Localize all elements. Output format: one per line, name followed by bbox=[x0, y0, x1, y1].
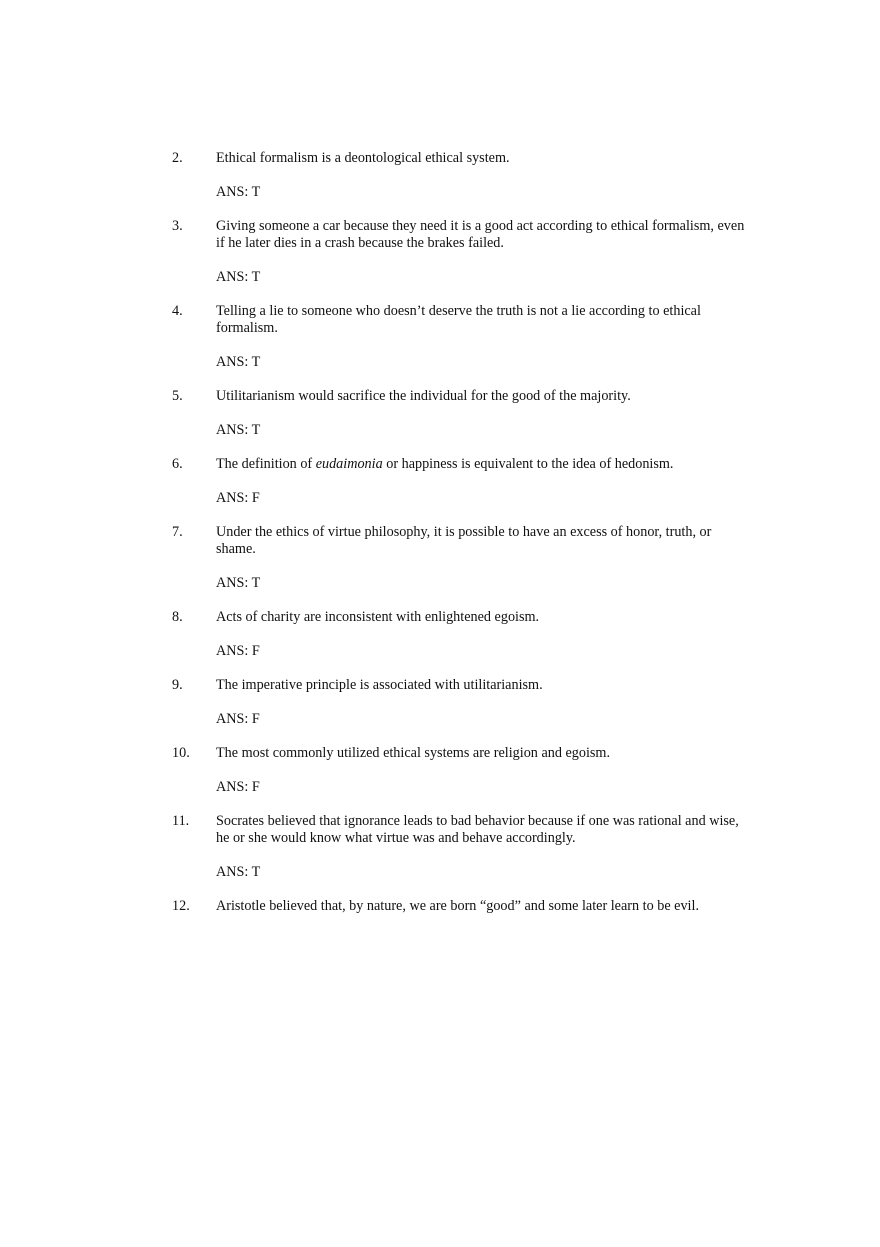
question-item bbox=[172, 388, 752, 405]
question-number: 12. bbox=[172, 898, 190, 914]
question-text: Ethical formalism is a deontological ethical system. bbox=[216, 150, 510, 166]
question-number: 2. bbox=[172, 150, 183, 166]
question-item bbox=[172, 609, 752, 626]
question-number: 7. bbox=[172, 524, 183, 540]
answer: ANS: T bbox=[216, 575, 261, 591]
answer: ANS: F bbox=[216, 490, 260, 506]
question-number: 6. bbox=[172, 456, 183, 472]
answer: ANS: F bbox=[216, 779, 260, 795]
question-text-start: The definition of bbox=[216, 456, 316, 472]
answer: ANS: T bbox=[216, 354, 261, 370]
italic-term: eudaimonia bbox=[315, 456, 383, 472]
question-number: 8. bbox=[172, 609, 183, 625]
question-item bbox=[172, 898, 752, 915]
question-text: Giving someone a car because they need it is a good act according to ethical formalism, even if he later dies in a crash because the brakes failed. bbox=[216, 218, 745, 251]
question-text: The most commonly utilized ethical systems are religion and egoism. bbox=[216, 745, 611, 761]
question-text: Under the ethics of virtue philosophy, it is possible to have an excess of honor, truth, or shame. bbox=[216, 524, 712, 557]
question-item bbox=[172, 218, 752, 252]
question-number: 9. bbox=[172, 677, 183, 693]
question-text: Telling a lie to someone who doesn’t deserve the truth is not a lie according to ethical formalism. bbox=[216, 303, 701, 336]
answer: ANS: F bbox=[216, 643, 260, 659]
question-number: 10. bbox=[172, 745, 190, 761]
question-item bbox=[172, 677, 752, 694]
question-item bbox=[172, 150, 752, 167]
question-list bbox=[172, 150, 752, 932]
question-number: 11. bbox=[172, 813, 190, 829]
question-text: Socrates believed that ignorance leads to bad behavior because if one was rational and wise, he or she would know what virtue was and behave accordingly. bbox=[216, 813, 739, 846]
question-item bbox=[172, 303, 752, 337]
question-number: 4. bbox=[172, 303, 183, 319]
answer: ANS: T bbox=[216, 864, 261, 880]
question-text: Utilitarianism would sacrifice the individual for the good of the majority. bbox=[216, 388, 631, 404]
question-text: The imperative principle is associated with utilitarianism. bbox=[216, 677, 543, 693]
question-item bbox=[172, 456, 752, 473]
question-item bbox=[172, 524, 752, 558]
question-number: 5. bbox=[172, 388, 183, 404]
question-text bbox=[216, 456, 752, 473]
question-text: Acts of charity are inconsistent with enlightened egoism. bbox=[216, 609, 540, 625]
answer: ANS: T bbox=[216, 422, 261, 438]
question-item bbox=[172, 745, 752, 762]
answer: ANS: F bbox=[216, 711, 260, 727]
answer: ANS: T bbox=[216, 269, 261, 285]
question-text-end: or happiness is equivalent to the idea of hedonism. bbox=[382, 456, 674, 472]
question-text: Aristotle believed that, by nature, we are born “good” and some later learn to be evil. bbox=[216, 898, 699, 914]
question-number: 3. bbox=[172, 218, 183, 234]
answer: ANS: T bbox=[216, 184, 261, 200]
question-item bbox=[172, 813, 752, 847]
